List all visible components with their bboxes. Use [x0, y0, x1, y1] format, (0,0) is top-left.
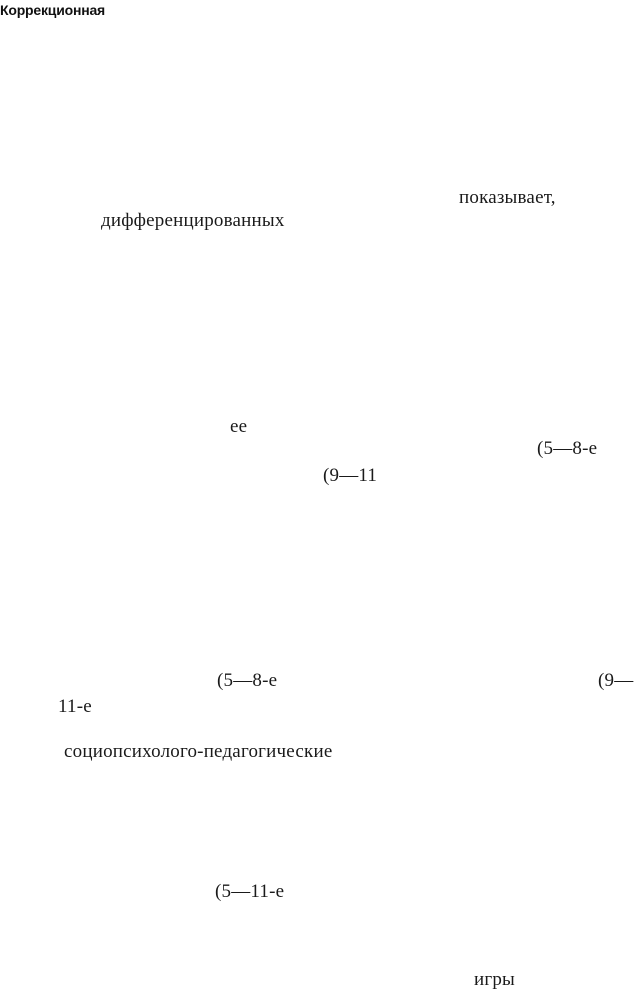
- text-fragment-grades-9-b: (9—: [598, 670, 634, 691]
- text-fragment-grades-5-8-b: (5—8-е: [217, 670, 278, 691]
- text-fragment-ee: ее: [230, 416, 248, 437]
- text-fragment-shows: показывает,: [459, 187, 556, 208]
- running-header: Коррекционная: [0, 2, 106, 18]
- text-fragment-grades-5-11: (5—11-е: [215, 881, 285, 902]
- text-fragment-games: игры: [474, 969, 516, 990]
- text-fragment-grades-9-11-a: (9—11: [323, 465, 378, 486]
- text-fragment-differentiated: дифференцированных: [101, 210, 285, 231]
- text-fragment-grades-11-b: 11-е: [58, 696, 92, 717]
- text-fragment-grades-5-8-a: (5—8-е: [537, 438, 598, 459]
- text-fragment-socio-psycho-pedagogical: социопсихолого-педагогические: [64, 741, 333, 762]
